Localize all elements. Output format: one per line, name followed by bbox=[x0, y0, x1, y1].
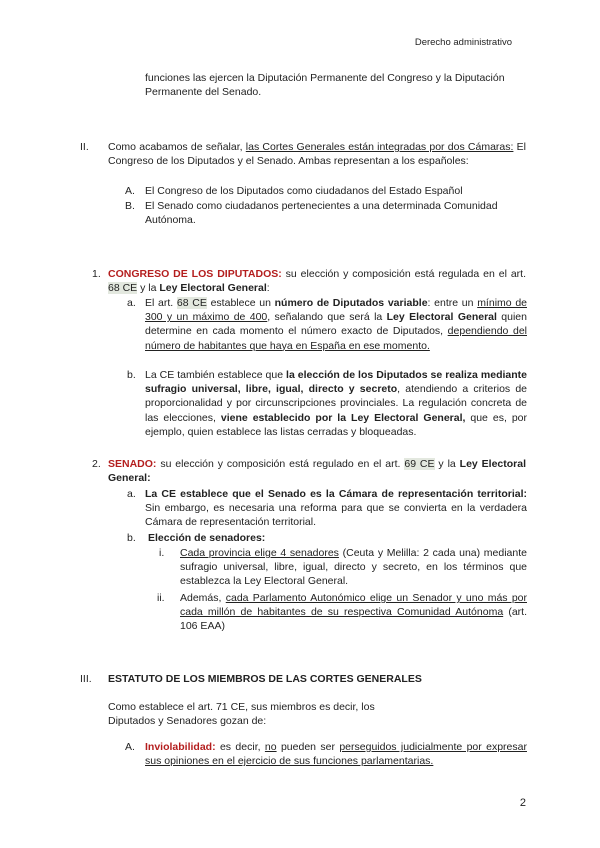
section-iii-item-text-1: es decir, bbox=[215, 741, 265, 753]
senado-b-title: Elección de senadores: bbox=[148, 532, 266, 544]
intro-paragraph bbox=[145, 71, 527, 99]
congreso-b-bold-2: viene establecido por la Ley Electoral General, bbox=[220, 411, 466, 424]
congreso-art-ref: 68 CE bbox=[108, 282, 138, 295]
senado-text: su elección y composición está regulado en el art. bbox=[156, 458, 405, 470]
senado-b-marker: b. bbox=[127, 532, 136, 544]
congreso-a-text-4: , señalando que será la bbox=[267, 311, 387, 324]
congreso-b-text-2: , atendiendo a criterios de proporcionalidad y por circunscripciones provinciales. La regulación concreta de las elecciones, bbox=[145, 383, 527, 424]
section-ii-item-a-marker: A. bbox=[125, 185, 135, 197]
congreso-paragraph bbox=[108, 267, 526, 295]
senado-marker: 2. bbox=[92, 458, 101, 470]
congreso-text-2: y la bbox=[137, 282, 160, 295]
senado-b-ii-marker: ii. bbox=[157, 592, 165, 604]
section-ii-lead: Como acabamos de señalar, bbox=[108, 141, 243, 153]
senado-art-ref: 69 CE bbox=[404, 458, 435, 470]
congreso-a-text-3: : entre un bbox=[427, 297, 478, 309]
section-ii-item-b-marker: B. bbox=[125, 200, 135, 212]
section-ii-underlined: las Cortes Generales están integradas por dos Cámaras: bbox=[245, 141, 514, 153]
section-iii-item-a-marker: A. bbox=[125, 741, 135, 753]
section-ii-rest: El Congreso de los Diputados y el Senado. Ambas representan a los españoles: bbox=[108, 141, 526, 168]
page-header: Derecho administrativo bbox=[414, 37, 512, 48]
congreso-a-text-2: establece un bbox=[206, 297, 275, 309]
section-iii-item-underline: perseguidos judicialmente por expresar sus opiniones en el ejercicio de sus funciones parlamentarias. bbox=[145, 741, 527, 768]
congreso-a-text-5: quien determine en cada momento el número exacto de Diputados, bbox=[145, 311, 527, 338]
section-ii-numeral: II. bbox=[80, 141, 89, 153]
senado-b-i-underline: Cada provincia elige 4 senadores bbox=[180, 547, 339, 559]
congreso-b-text-3: que es, por ejemplo, quien establece las listas cerradas y bloqueadas. bbox=[145, 411, 528, 438]
congreso-marker: 1. bbox=[92, 268, 101, 280]
congreso-title: CONGRESO DE LOS DIPUTADOS: bbox=[108, 268, 282, 280]
congreso-a-bold-1: número de Diputados variable bbox=[274, 297, 428, 309]
inviolabilidad-title: Inviolabilidad: bbox=[145, 741, 216, 753]
congreso-text: su elección y composición está regulada en el art. bbox=[281, 268, 526, 280]
section-iii-title: ESTATUTO DE LOS MIEMBROS DE LAS CORTES GENERALES bbox=[108, 673, 422, 685]
congreso-a-art-ref: 68 CE bbox=[176, 297, 207, 309]
senado-b-ii-text: (art. 106 EAA) bbox=[180, 606, 527, 633]
congreso-a-marker: a. bbox=[127, 297, 136, 309]
senado-title: SENADO: bbox=[108, 458, 157, 470]
congreso-a-underline-2: dependiendo del número de habitantes que haya en España en ese momento. bbox=[145, 325, 527, 352]
senado-b-i-text: (Ceuta y Melilla: 2 cada una) mediante sufragio universal, libre, igual, directo y secreto, en los términos que establezca la Ley Electoral General. bbox=[180, 547, 527, 588]
congreso-b-paragraph bbox=[145, 368, 527, 439]
section-ii-paragraph bbox=[108, 140, 526, 168]
congreso-b-bold-1: la elección de los Diputados se realiza mediante sufragio universal, libre, igual, directo y secreto bbox=[145, 369, 527, 396]
section-ii-item-b: El Senado como ciudadanos pertenecientes a una determinada Comunidad Autónoma. bbox=[145, 200, 498, 227]
congreso-b-text-1: La CE también establece que bbox=[145, 369, 287, 381]
congreso-law: Ley Electoral General bbox=[159, 282, 267, 295]
congreso-b-marker: b. bbox=[127, 369, 136, 381]
section-iii-item-text-2: pueden ser bbox=[276, 741, 340, 753]
senado-a-marker: a. bbox=[127, 488, 136, 500]
section-iii-item-no: no bbox=[264, 741, 277, 753]
section-iii-numeral: III. bbox=[80, 673, 92, 685]
senado-a-paragraph bbox=[145, 487, 527, 530]
senado-b-ii-underline: cada Parlamento Autonómico elige un Senador y uno más por cada millón de habitantes de su respectiva Comunidad Autónoma bbox=[180, 592, 527, 619]
senado-a-bold: La CE establece que el Senado es la Cámara de representación territorial: bbox=[145, 488, 527, 500]
senado-b-ii-paragraph bbox=[180, 591, 527, 634]
senado-b-ii-pre: Además, bbox=[180, 592, 226, 604]
congreso-a-text-1: El art. bbox=[145, 297, 177, 309]
section-iii-item-a-paragraph bbox=[145, 740, 527, 768]
congreso-a-paragraph bbox=[145, 296, 527, 353]
intro-text: funciones las ejercen la Diputación Permanente del Congreso y la Diputación Permanente del Senado. bbox=[145, 72, 505, 99]
senado-paragraph bbox=[108, 457, 526, 485]
page-number: 2 bbox=[519, 797, 526, 809]
congreso-text-3: : bbox=[266, 282, 270, 295]
senado-text-2: y la bbox=[434, 458, 460, 470]
senado-a-text: Sin embargo, es necesaria una reforma para que se convierta en la verdadera Cámara de representación territorial. bbox=[145, 502, 527, 529]
senado-b-i-marker: i. bbox=[159, 547, 165, 559]
section-iii-intro: Como establece el art. 71 CE, sus miembros es decir, los Diputados y Senadores gozan de: bbox=[108, 701, 375, 728]
senado-b-i-paragraph bbox=[180, 546, 527, 589]
section-ii-item-a: El Congreso de los Diputados como ciudadanos del Estado Español bbox=[145, 185, 463, 197]
congreso-a-bold-2: Ley Electoral General bbox=[386, 311, 497, 324]
senado-law: Ley Electoral General: bbox=[108, 458, 526, 485]
congreso-a-underline-1: mínimo de 300 y un máximo de 400 bbox=[145, 297, 527, 324]
